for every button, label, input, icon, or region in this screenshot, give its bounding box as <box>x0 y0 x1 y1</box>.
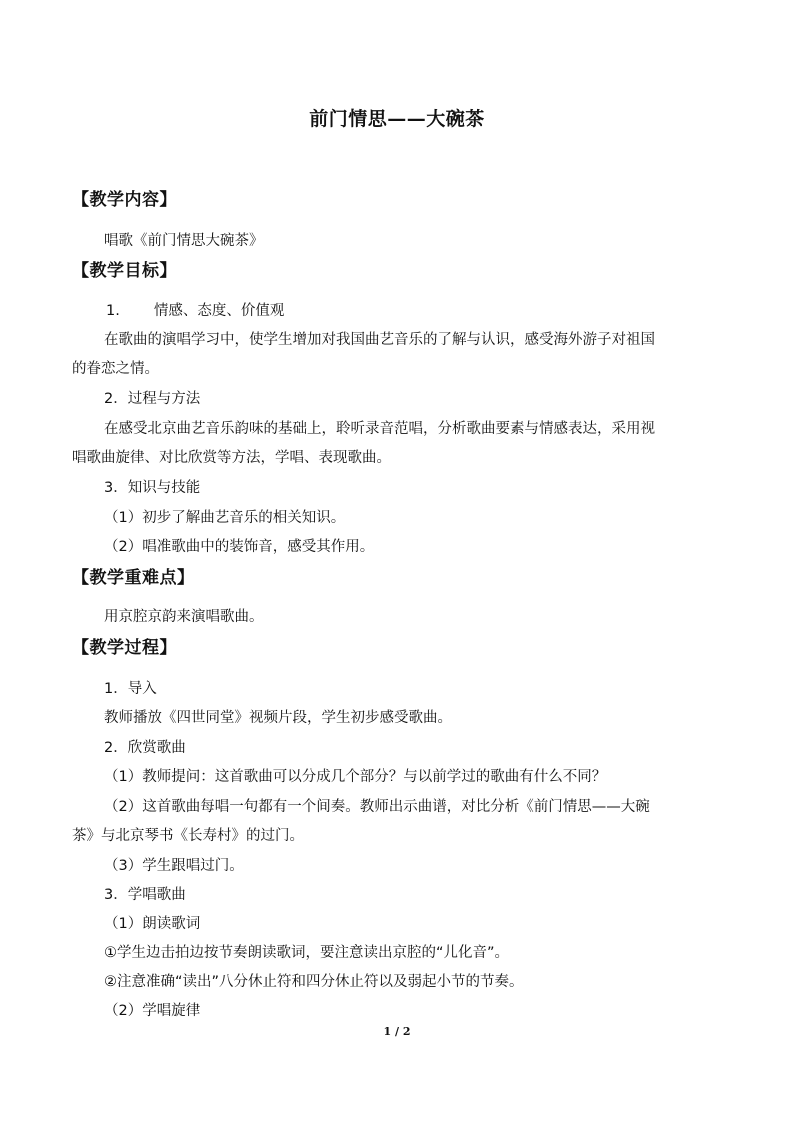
goal-item-3-sub-2: （2）唱准歌曲中的装饰音，感受其作用。 <box>104 539 375 555</box>
content-line: 唱歌《前门情思大碗茶》 <box>104 233 264 249</box>
page-number: 1 / 2 <box>383 1025 411 1038</box>
process-step-1: 1．导入 <box>104 681 157 697</box>
process-step-3-sub-1: （1）朗读歌词 <box>104 916 201 932</box>
goal-item-2-paragraph-line-2: 唱歌曲旋律、对比欣赏等方法，学唱、表现歌曲。 <box>72 450 391 466</box>
process-step-3-sub-1-a: ①学生边击拍边按节奏朗读歌词，要注意读出京腔的“儿化音”。 <box>104 945 510 961</box>
goal-item-1 <box>106 301 284 321</box>
process-step-3-sub-1-b: ②注意准确“读出”八分休止符和四分休止符以及弱起小节的节奏。 <box>104 974 524 990</box>
goal-item-1-paragraph-line-2: 的眷恋之情。 <box>72 361 159 377</box>
goal-item-2: 2．过程与方法 <box>104 391 201 407</box>
goal-item-1-text: 情感、态度、价值观 <box>153 303 285 319</box>
goal-item-2-paragraph-line-1: 在感受北京曲艺音乐韵味的基础上，聆听录音范唱，分析歌曲要素与情感表达，采用视 <box>104 421 655 437</box>
goal-item-3: 3．知识与技能 <box>104 480 201 496</box>
process-step-3-sub-2: （2）学唱旋律 <box>104 1003 201 1019</box>
goal-item-3-sub-1: （1）初步了解曲艺音乐的相关知识。 <box>104 510 346 526</box>
process-step-2: 2．欣赏歌曲 <box>104 740 186 756</box>
process-step-1-text: 教师播放《四世同堂》视频片段，学生初步感受歌曲。 <box>104 710 452 726</box>
process-step-2-sub-3: （3）学生跟唱过门。 <box>104 858 244 874</box>
process-step-2-sub-2-line-1: （2）这首歌曲每唱一句都有一个间奏。教师出示曲谱，对比分析《前门情思——大碗 <box>104 799 650 815</box>
goal-item-1-number: 1. <box>106 303 120 319</box>
section-heading-key-points: 【教学重难点】 <box>72 568 195 588</box>
section-heading-goals: 【教学目标】 <box>72 261 177 281</box>
document-title: 前门情思——大碗茶 <box>309 108 485 130</box>
section-heading-content: 【教学内容】 <box>72 190 177 210</box>
process-step-2-sub-2-line-2: 茶》与北京琴书《长寿村》的过门。 <box>72 828 304 844</box>
goal-item-1-paragraph-line-1: 在歌曲的演唱学习中，使学生增加对我国曲艺音乐的了解与认识，感受海外游子对祖国 <box>104 332 655 348</box>
key-points-line: 用京腔京韵来演唱歌曲。 <box>104 609 264 625</box>
process-step-2-sub-1: （1）教师提问：这首歌曲可以分成几个部分？与以前学过的歌曲有什么不同？ <box>104 769 607 785</box>
process-step-3: 3．学唱歌曲 <box>104 887 186 903</box>
section-heading-process: 【教学过程】 <box>72 638 177 658</box>
